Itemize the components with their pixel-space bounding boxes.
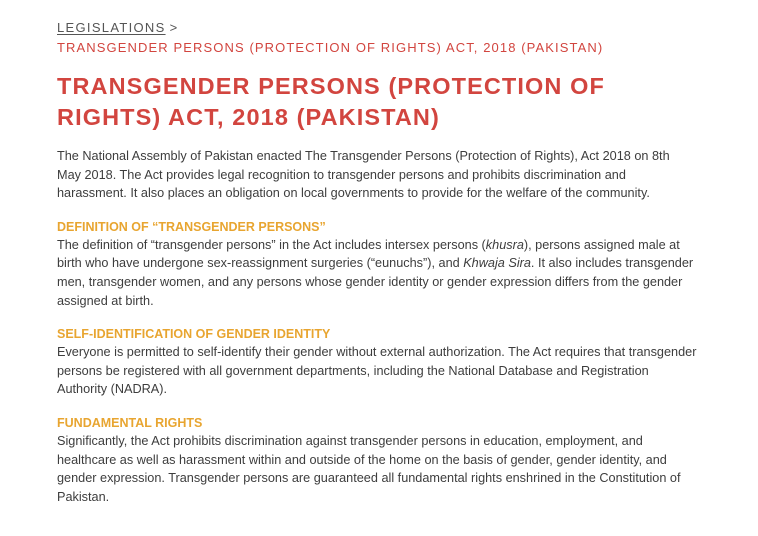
text-segment: . It also includes transgender men, transgender women, and any persons whose gender identity or gender expression differs from the gender assigned at birth. (57, 256, 694, 308)
section-paragraph: Significantly, the Act prohibits discrimination against transgender persons in education, employment, and healthcare as well as harassment within and outside of the home on the basis of gender, gender identity, and gender expression. Transgender persons are guaranteed all fundamental rights enshrined in the Constitution of Pakistan. (57, 433, 681, 504)
intro-paragraph: The National Assembly of Pakistan enacted The Transgender Persons (Protection of Rights), Act 2018 on 8th May 2018. The Act provides legal recognition to transgender persons and prohibits discrimination and harassment. It also places an obligation on local governments to provide for the welfare of the community. (57, 149, 670, 201)
text-segment: The definition of “transgender persons” in the Act includes intersex persons ( (57, 237, 486, 252)
breadcrumb (57, 18, 697, 58)
page-content (57, 18, 697, 506)
breadcrumb-link-legislations[interactable]: LEGISLATIONS (57, 20, 166, 35)
page-title: TRANSGENDER PERSONS (PROTECTION OF RIGHTS) ACT, 2018 (PAKISTAN) (57, 73, 605, 130)
section-fundamental-rights (57, 414, 697, 506)
section-heading: DEFINITION OF “TRANSGENDER PERSONS” (57, 219, 326, 234)
section-paragraph (57, 236, 697, 310)
section-definition (57, 218, 697, 310)
breadcrumb-current: TRANSGENDER PERSONS (PROTECTION OF RIGHTS) ACT, 2018 (PAKISTAN) (57, 40, 604, 55)
breadcrumb-separator: > (169, 20, 179, 35)
section-paragraph: Everyone is permitted to self-identify their gender without external authorization. The Act requires that transgender persons be registered with all government departments, including the National Database and Registration Authority (NADRA). (57, 345, 697, 397)
term-khusra: khusra (485, 237, 524, 252)
section-self-identification (57, 325, 697, 399)
text-segment: ), persons assigned male at birth who have undergone sex-reassignment surgeries (“eunuchs”), and (57, 237, 680, 271)
term-khwaja-sira: Khwaja Sira (463, 256, 531, 271)
section-heading: SELF-IDENTIFICATION OF GENDER IDENTITY (57, 327, 331, 342)
section-heading: FUNDAMENTAL RIGHTS (57, 415, 203, 430)
